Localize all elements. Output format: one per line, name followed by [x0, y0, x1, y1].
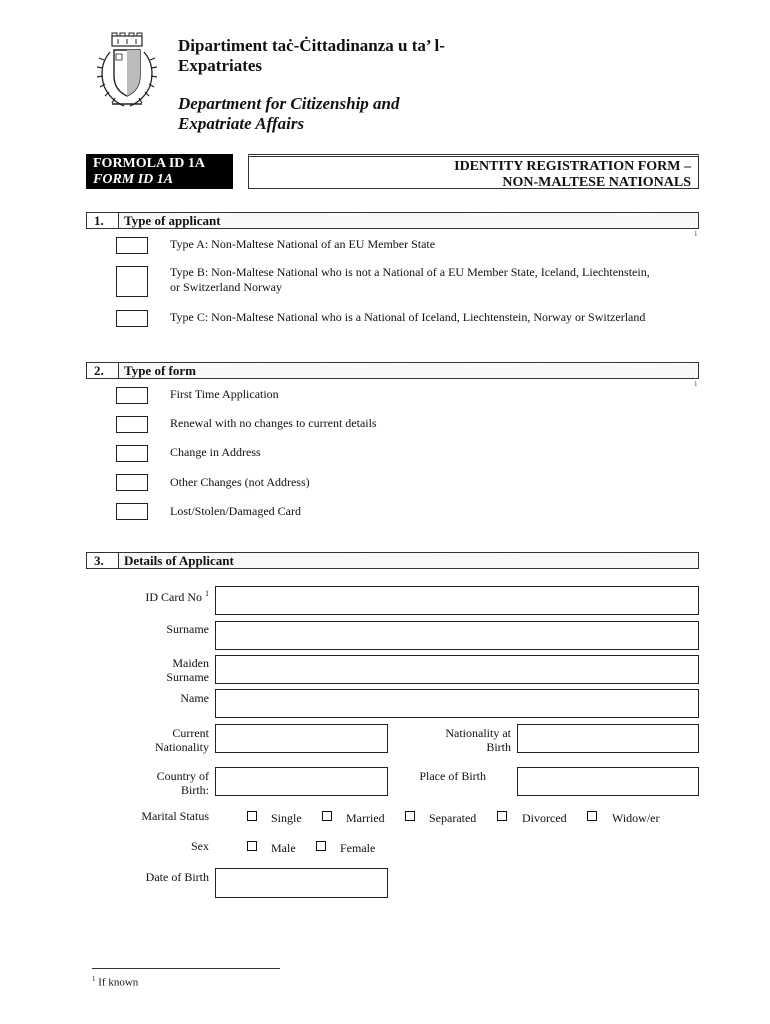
- checkbox-type-b[interactable]: [116, 266, 148, 297]
- label-id-card-sup: 1: [205, 589, 209, 598]
- form-title-box: [248, 154, 699, 189]
- label-name: Name: [180, 691, 209, 705]
- option-type-b-line1: Type B: Non-Maltese National who is not a National of a EU Member State, Iceland, Liechtenstein,: [170, 265, 650, 279]
- checkbox-first-time[interactable]: [116, 387, 148, 404]
- label-current-nationality: [100, 726, 209, 754]
- footnote-divider: [92, 968, 280, 969]
- title-mt-line1: Dipartiment taċ-Ċittadinanza u ta’ l-: [178, 36, 445, 55]
- section-3-number: 3.: [87, 553, 119, 568]
- section-3-title: Details of Applicant: [124, 553, 234, 568]
- checkbox-married[interactable]: [322, 811, 332, 821]
- coat-of-arms-icon: [92, 32, 162, 112]
- section-3-header: [86, 552, 699, 569]
- form-title-line2: NON-MALTESE NATIONALS: [502, 175, 691, 190]
- checkbox-separated[interactable]: [405, 811, 415, 821]
- surname-field[interactable]: [215, 621, 699, 650]
- current-nationality-field[interactable]: [215, 724, 388, 753]
- date-of-birth-field[interactable]: [215, 868, 388, 898]
- section-2-header: [86, 362, 699, 379]
- place-of-birth-field[interactable]: [517, 767, 699, 796]
- section-1-title: Type of applicant: [124, 213, 221, 228]
- option-widower: Widow/er: [612, 811, 660, 825]
- label-current-nat-line1: Current: [172, 726, 209, 740]
- checkbox-single[interactable]: [247, 811, 257, 821]
- option-type-b-line2: or Switzerland Norway: [170, 280, 282, 294]
- label-maiden-line1: Maiden: [172, 656, 209, 670]
- checkbox-type-a[interactable]: [116, 237, 148, 254]
- checkbox-widower[interactable]: [587, 811, 597, 821]
- checkbox-renewal[interactable]: [116, 416, 148, 433]
- label-nat-birth-line2: Birth: [486, 740, 511, 754]
- nationality-at-birth-field[interactable]: [517, 724, 699, 753]
- checkbox-change-address[interactable]: [116, 445, 148, 462]
- option-divorced: Divorced: [522, 811, 567, 825]
- label-surname: Surname: [166, 622, 209, 636]
- form-title-line1: IDENTITY REGISTRATION FORM –: [454, 159, 691, 174]
- option-change-address: Change in Address: [170, 445, 261, 459]
- coat-of-arms-logo: [92, 32, 162, 112]
- title-mt-line2: Expatriates: [178, 56, 263, 75]
- option-male: Male: [271, 841, 296, 855]
- checkbox-divorced[interactable]: [497, 811, 507, 821]
- option-renewal: Renewal with no changes to current details: [170, 416, 377, 430]
- country-of-birth-field[interactable]: [215, 767, 388, 796]
- label-maiden-line2: Surname: [166, 670, 209, 684]
- id-card-field[interactable]: [215, 586, 699, 615]
- option-lost-card: Lost/Stolen/Damaged Card: [170, 504, 301, 518]
- checkbox-type-c[interactable]: [116, 310, 148, 327]
- label-current-nat-line2: Nationality: [155, 740, 209, 754]
- section-1-number: 1.: [87, 213, 119, 228]
- section-2-mark: 1: [694, 380, 698, 388]
- label-date-of-birth: Date of Birth: [145, 870, 209, 884]
- label-maiden-surname: [100, 656, 209, 684]
- title-en-line1: Department for Citizenship and: [178, 94, 400, 113]
- label-marital-status: Marital Status: [141, 809, 209, 823]
- option-married: Married: [346, 811, 385, 825]
- label-id-card: [100, 587, 209, 604]
- department-title-maltese: [178, 36, 445, 76]
- form-id-box: [86, 154, 233, 189]
- label-nationality-at-birth: [400, 726, 511, 754]
- option-first-time: First Time Application: [170, 387, 279, 401]
- option-other-changes: Other Changes (not Address): [170, 475, 310, 489]
- label-country-of-birth: [100, 769, 209, 797]
- checkbox-female[interactable]: [316, 841, 326, 851]
- label-country-birth-line2: Birth:: [180, 783, 209, 797]
- label-nat-birth-line1: Nationality at: [445, 726, 511, 740]
- label-id-card-text: ID Card No: [145, 590, 202, 604]
- footnote: [92, 975, 138, 989]
- section-1-header: [86, 212, 699, 229]
- section-2-number: 2.: [87, 363, 119, 378]
- label-place-of-birth: Place of Birth: [419, 769, 486, 783]
- label-sex: Sex: [191, 839, 209, 853]
- section-1-mark: 1: [694, 230, 698, 238]
- title-en-line2: Expatriate Affairs: [178, 114, 305, 133]
- checkbox-lost-card[interactable]: [116, 503, 148, 520]
- form-id-mt: FORMOLA ID 1A: [93, 156, 205, 171]
- department-title-english: [178, 94, 400, 134]
- name-field[interactable]: [215, 689, 699, 718]
- option-female: Female: [340, 841, 376, 855]
- section-2-title: Type of form: [124, 363, 196, 378]
- footnote-mark: 1: [92, 975, 96, 983]
- option-type-c: Type C: Non-Maltese National who is a National of Iceland, Liechtenstein, Norway or Switzerland: [170, 310, 646, 324]
- option-single: Single: [271, 811, 302, 825]
- checkbox-male[interactable]: [247, 841, 257, 851]
- form-id-en: FORM ID 1A: [93, 172, 174, 187]
- checkbox-other-changes[interactable]: [116, 474, 148, 491]
- label-country-birth-line1: Country of: [156, 769, 209, 783]
- option-separated: Separated: [429, 811, 477, 825]
- option-type-a: Type A: Non-Maltese National of an EU Member State: [170, 237, 436, 251]
- maiden-surname-field[interactable]: [215, 655, 699, 684]
- footnote-text: If known: [98, 976, 139, 989]
